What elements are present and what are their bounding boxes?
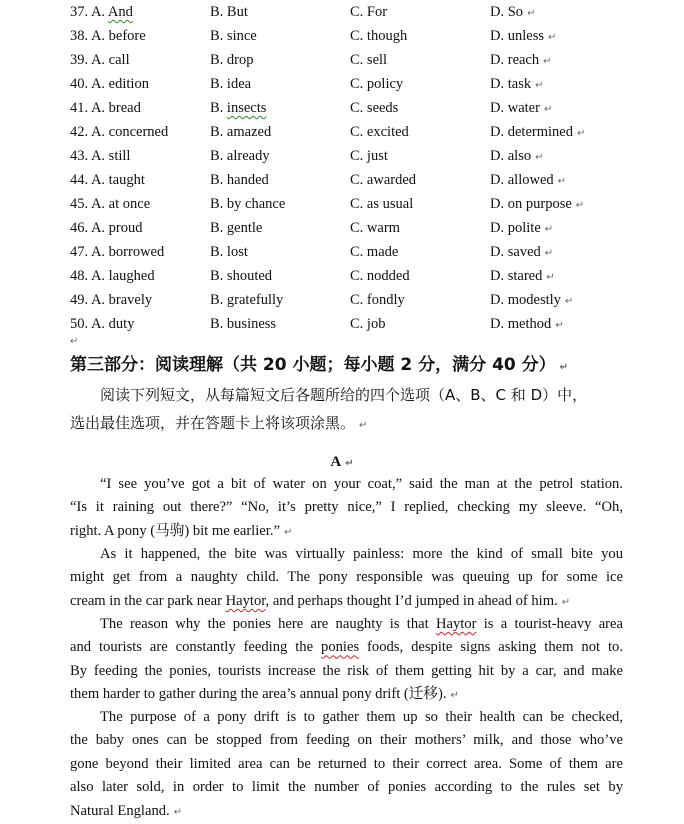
option-d: D. method ↵ [490, 316, 564, 332]
option-row [0, 0, 684, 24]
option-a: 43. A. still [70, 148, 131, 164]
option-d: D. determined ↵ [490, 124, 586, 140]
option-a: 48. A. laughed [70, 268, 155, 284]
option-c: C. For [350, 4, 388, 20]
option-row [0, 312, 684, 336]
option-a: 49. A. bravely [70, 292, 153, 308]
option-a: 42. A. concerned [70, 124, 169, 140]
option-a: 50. A. duty [70, 316, 135, 332]
option-b: B. business [210, 316, 277, 332]
option-d: D. reach ↵ [490, 52, 552, 68]
option-row [0, 168, 684, 192]
option-c: C. seeds [350, 100, 399, 116]
section-title: 第三部分：阅读理解（共 20 小题；每小题 2 分，满分 40 分） ↵ [70, 355, 569, 375]
option-row [0, 144, 684, 168]
option-c: C. excited [350, 124, 409, 140]
option-row [0, 264, 684, 288]
option-row [0, 24, 684, 48]
option-d: D. on purpose ↵ [490, 196, 585, 212]
option-a: 40. A. edition [70, 76, 149, 92]
option-row [0, 48, 684, 72]
option-c: C. job [350, 316, 386, 332]
option-b: B. insects [210, 100, 267, 116]
option-b: B. lost [210, 244, 248, 260]
option-c: C. as usual [350, 196, 414, 212]
option-row [0, 216, 684, 240]
option-a: 37. A. And [70, 4, 133, 20]
option-b: B. amazed [210, 124, 272, 140]
paragraph-3: The reason why the ponies here are naughty is that Haytor is a tourist-heavy area and tourists are constantly feeding the ponies foods, despite signs asking them not to. By feeding the ponies, tourists increase the risk of them getting hit by a car, and make them harder to gather during the area’s annual pony drift (迁移). ↵ [70, 616, 623, 703]
option-a: 44. A. taught [70, 172, 145, 188]
option-c: C. fondly [350, 292, 405, 308]
option-a: 41. A. bread [70, 100, 141, 116]
option-d: D. task ↵ [490, 76, 544, 92]
option-b: B. idea [210, 76, 252, 92]
option-d: D. saved ↵ [490, 244, 554, 260]
option-b: B. handed [210, 172, 269, 188]
option-d: D. allowed ↵ [490, 172, 567, 188]
option-b: B. by chance [210, 196, 286, 212]
option-c: C. though [350, 28, 408, 44]
option-b: B. since [210, 28, 257, 44]
option-a: 47. A. borrowed [70, 244, 165, 260]
option-c: C. awarded [350, 172, 417, 188]
option-c: C. made [350, 244, 399, 260]
option-b: B. shouted [210, 268, 273, 284]
paragraph-4: The purpose of a pony drift is to gather them up so their health can be checked, the baby ones can be stopped from feeding on their mothers’ milk, and those who’ve gone beyond their limited area can be returned to their correct area. Some of them are also later sold, in order to limit the number of ponies according to the rules set by Natural England. ↵ [70, 709, 623, 819]
option-row [0, 96, 684, 120]
option-b: B. already [210, 148, 270, 164]
option-a: 39. A. call [70, 52, 130, 68]
option-d: D. water ↵ [490, 100, 553, 116]
option-c: C. just [350, 148, 388, 164]
option-row [0, 240, 684, 264]
passage-title: A ↵ [330, 454, 354, 470]
option-b: B. drop [210, 52, 254, 68]
option-row [0, 288, 684, 312]
paragraph-mark-icon: ↵ [70, 336, 79, 347]
option-c: C. nodded [350, 268, 410, 284]
option-c: C. policy [350, 76, 404, 92]
paragraph-2: As it happened, the bite was virtually painless: more the kind of small bite you might get from a naughty child. The pony responsible was queuing up for some ice cream in the car park near Haytor, and perhaps thought I’d jumped in ahead of him. ↵ [70, 546, 623, 609]
option-d: D. modestly ↵ [490, 292, 574, 308]
instructions-line-1: 阅读下列短文，从每篇短文后各题所给的四个选项（A、B、C 和 D）中， [100, 386, 588, 404]
option-c: C. warm [350, 220, 400, 236]
option-d: D. unless ↵ [490, 28, 557, 44]
option-d: D. stared ↵ [490, 268, 555, 284]
option-b: B. But [210, 4, 248, 20]
option-a: 46. A. proud [70, 220, 143, 236]
option-a: 38. A. before [70, 28, 146, 44]
option-d: D. also ↵ [490, 148, 544, 164]
paragraph-1: “I see you’ve got a bit of water on your coat,” said the man at the petrol station. “Is it raining out there?” “No, it’s pretty nice,” I replied, checking my sleeve. “Oh, right. A pony (马驹) bit me earlier.” ↵ [70, 476, 623, 539]
option-d: D. So ↵ [490, 4, 536, 20]
option-b: B. gentle [210, 220, 263, 236]
option-row [0, 72, 684, 96]
instructions-line-2: 选出最佳选项，并在答题卡上将该项涂黑。 ↵ [70, 414, 368, 432]
option-d: D. polite ↵ [490, 220, 554, 236]
option-row [0, 120, 684, 144]
option-row [0, 192, 684, 216]
option-a: 45. A. at once [70, 196, 151, 212]
option-b: B. gratefully [210, 292, 284, 308]
option-c: C. sell [350, 52, 388, 68]
